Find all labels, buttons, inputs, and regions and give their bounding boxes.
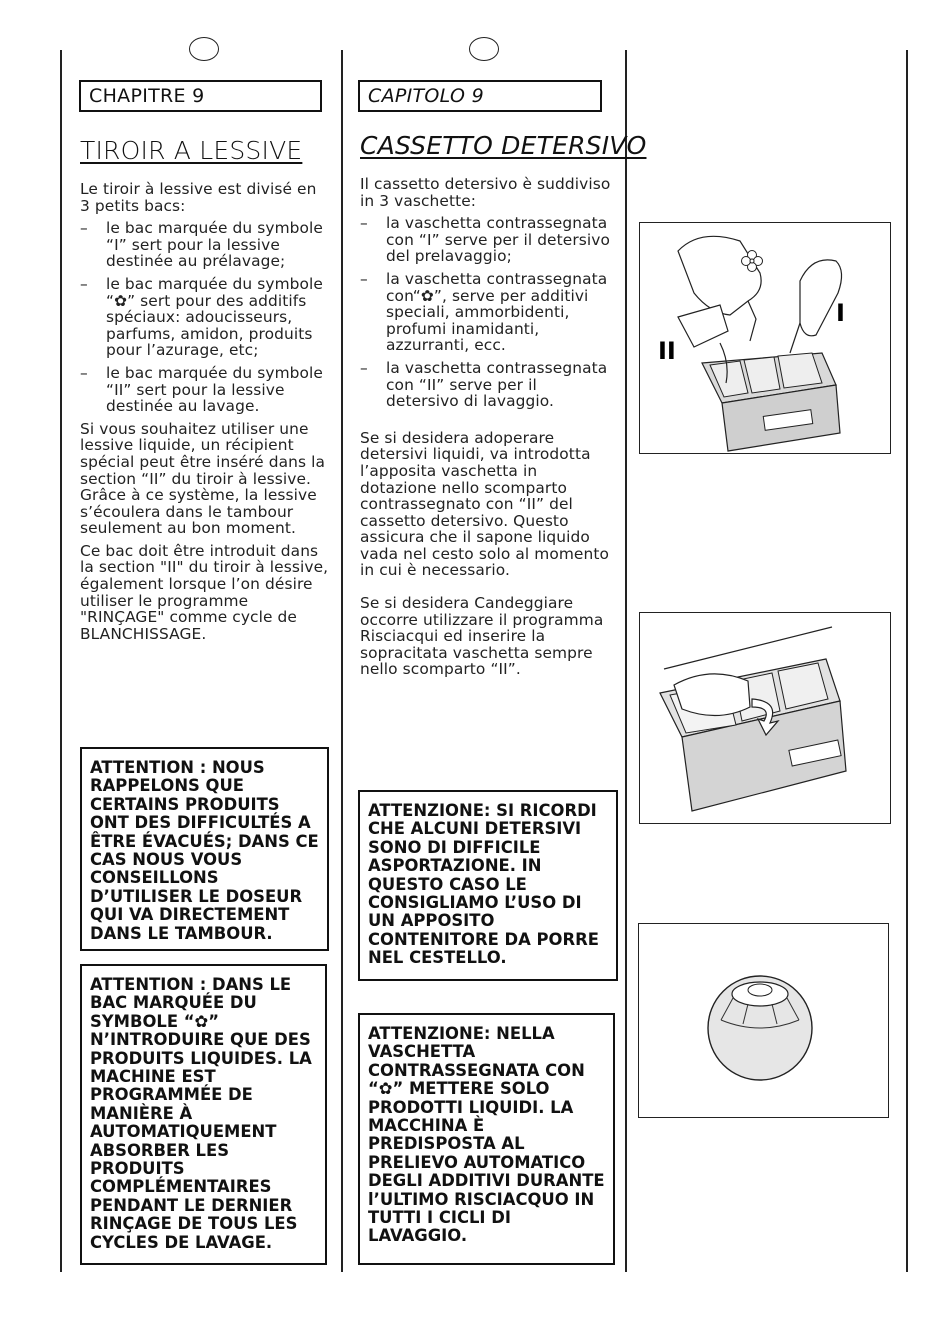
- bullet-3-fr: – le bac marquée du symbole “II” sert pour la lessive destinée au lavage.: [80, 363, 323, 416]
- column-divider-left: [60, 50, 62, 1272]
- bullet-1-fr: – le bac marquée du symbole “I” sert pour la lessive destinée au prélavage;: [80, 219, 323, 271]
- paragraph-2-it: Se si desidera Candeggiare occorre utilizzare il programma Risciacqui ed inserire la sopracitata vaschetta sempre nello scomparto “II”.: [360, 594, 604, 679]
- warning-box-1-it: ATTENZIONE: SI RICORDI CHE ALCUNI DETERSIVI SONO DI DIFFICILE ASPORTAZIONE. IN QUESTO CASO LE CONSIGLIAMO L’USO DI UN APPOSITO CONTENITORE DA PORRE NEL CESTELLO.: [358, 790, 618, 981]
- label-compartment-II: II: [658, 337, 676, 365]
- bullet-3-it: – la vaschetta contrassegnata con “II” serve per il detersivo di lavaggio.: [360, 358, 608, 411]
- column-divider-center: [341, 50, 343, 1272]
- warning-box-1-fr: ATTENTION : NOUS RAPPELONS QUE CERTAINS PRODUITS ONT DES DIFFICULTÉS A ÊTRE ÉVACUÉS; DANS CE CAS NOUS VOUS CONSEILLONS D’UTILISER LE DOSEUR QUI VA DIRECTEMENT DANS LE TAMBOUR.: [80, 747, 329, 951]
- figure-detergent-drawer-pouring: [639, 222, 891, 454]
- section-title-fr: TIROIR A LESSIVE: [80, 136, 303, 165]
- language-circle-it: [469, 37, 499, 61]
- paragraph-2-fr: Ce bac doit être introduit dans la section "II" du tiroir à lessive, également lorsque l’on désire utiliser le programme "RINÇAGE" comme cycle de BLANCHISSAGE.: [80, 541, 329, 643]
- chapter-heading-fr: CHAPITRE 9: [79, 80, 322, 112]
- section-title-it: CASSETTO DETERSIVO: [360, 131, 647, 160]
- chapter-heading-it: CAPITOLO 9: [358, 80, 602, 112]
- language-circle-fr: [189, 37, 219, 61]
- label-compartment-I: I: [836, 299, 845, 327]
- dosing-ball-illustration: [639, 924, 890, 1119]
- liquid-container-illustration: [640, 613, 892, 825]
- intro-fr: Le tiroir à lessive est divisé en 3 petits bacs:: [80, 180, 317, 215]
- figure-liquid-container-insert: [639, 612, 891, 824]
- bullet-1-it: – la vaschetta contrassegnata con “I” serve per il detersivo del prelavaggio;: [360, 214, 610, 266]
- body-text-it: [360, 176, 612, 684]
- column-divider-far-right: [906, 50, 908, 1272]
- paragraph-1-it: Se si desidera adoperare detersivi liquidi, va introdotta l’apposita vaschetta in dotazione nello scomparto contrassegnato con “II” del cassetto detersivo. Questo assicura che il sapone liquido vada nel cesto solo al momento in cui è necessario.: [360, 428, 610, 580]
- warning-box-2-fr: ATTENTION : DANS LE BAC MARQUÉE DU SYMBOLE “✿” N’INTRODUIRE QUE DES PRODUITS LIQUIDES. LA MACHINE EST PROGRAMMÉE DE MANIÈRE À AUTOMATIQUEMENT ABSORBER LES PRODUITS COMPLÉMENTAIRES PENDANT LE DERNIER RINÇAGE DE TOUS LES CYCLES DE LAVAGE.: [80, 964, 327, 1265]
- warning-box-2-it: ATTENZIONE: NELLA VASCHETTA CONTRASSEGNATA CON “✿” METTERE SOLO PRODOTTI LIQUIDI. LA MACCHINA È PREDISPOSTA AL PRELIEVO AUTOMATICO DEGLI ADDITIVI DURANTE l’ULTIMO RISCIACQUO IN TUTTI I CICLI DI LAVAGGIO.: [358, 1013, 615, 1265]
- bullet-2-it: – la vaschetta contrassegnata con“✿”, serve per additivi speciali, ammorbidenti, profumi inamidanti, azzurranti, ecc.: [360, 269, 608, 355]
- drawer-pouring-illustration: [640, 223, 892, 455]
- body-text-fr: [80, 181, 330, 648]
- bullet-2-fr: – le bac marquée du symbole “✿” sert pour des additifs spéciaux: adoucisseurs, parfums, amidon, produits pour l’azurage, etc;: [80, 274, 323, 360]
- paragraph-1-fr: Si vous souhaitez utiliser une lessive liquide, un récipient spécial peut être inséré dans la section “II” du tiroir à lessive. Grâce à ce système, la lessive s’écoulera dans le tambour seulement au bon moment.: [80, 419, 326, 538]
- intro-it: Il cassetto detersivo è suddiviso in 3 vaschette:: [360, 175, 611, 210]
- figure-dosing-ball: [638, 923, 889, 1118]
- column-divider-right: [625, 50, 627, 1272]
